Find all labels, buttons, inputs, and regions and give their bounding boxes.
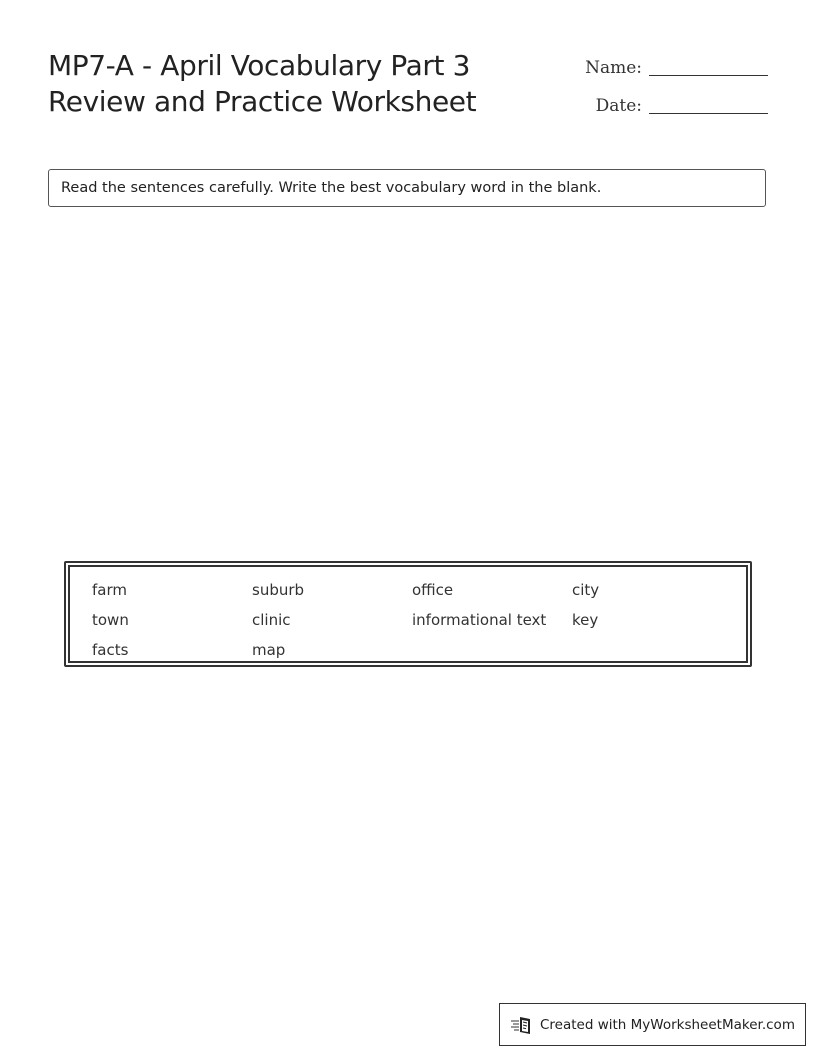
- instructions-text: Read the sentences carefully. Write the best vocabulary word in the blank.: [61, 180, 602, 196]
- instructions-box: [48, 169, 766, 207]
- created-with-credit[interactable]: [499, 1003, 806, 1046]
- word-bank-item: city: [572, 581, 600, 599]
- date-label: Date:: [595, 96, 642, 116]
- title-line-2: Review and Practice Worksheet: [48, 85, 477, 118]
- word-bank-item: map: [252, 641, 286, 659]
- word-bank-item: suburb: [252, 581, 305, 599]
- word-bank-item: farm: [92, 581, 127, 599]
- word-bank-item: office: [412, 581, 454, 599]
- title-line-1: MP7-A - April Vocabulary Part 3: [48, 49, 470, 82]
- name-label: Name:: [585, 58, 642, 78]
- word-bank-item: facts: [92, 641, 129, 659]
- worksheet-maker-logo-icon: [510, 1014, 534, 1036]
- word-bank-item: informational text: [412, 611, 547, 629]
- worksheet-title: [48, 48, 568, 120]
- word-bank-item: clinic: [252, 611, 291, 629]
- date-blank-line[interactable]: [649, 113, 768, 114]
- name-blank-line[interactable]: [649, 75, 768, 76]
- credit-text: Created with MyWorksheetMaker.com: [540, 1016, 795, 1033]
- word-bank-grid: [92, 575, 732, 665]
- word-bank: [64, 561, 752, 667]
- name-field: [585, 52, 768, 78]
- word-bank-item: key: [572, 611, 599, 629]
- date-field: [596, 90, 768, 116]
- word-bank-item: town: [92, 611, 129, 629]
